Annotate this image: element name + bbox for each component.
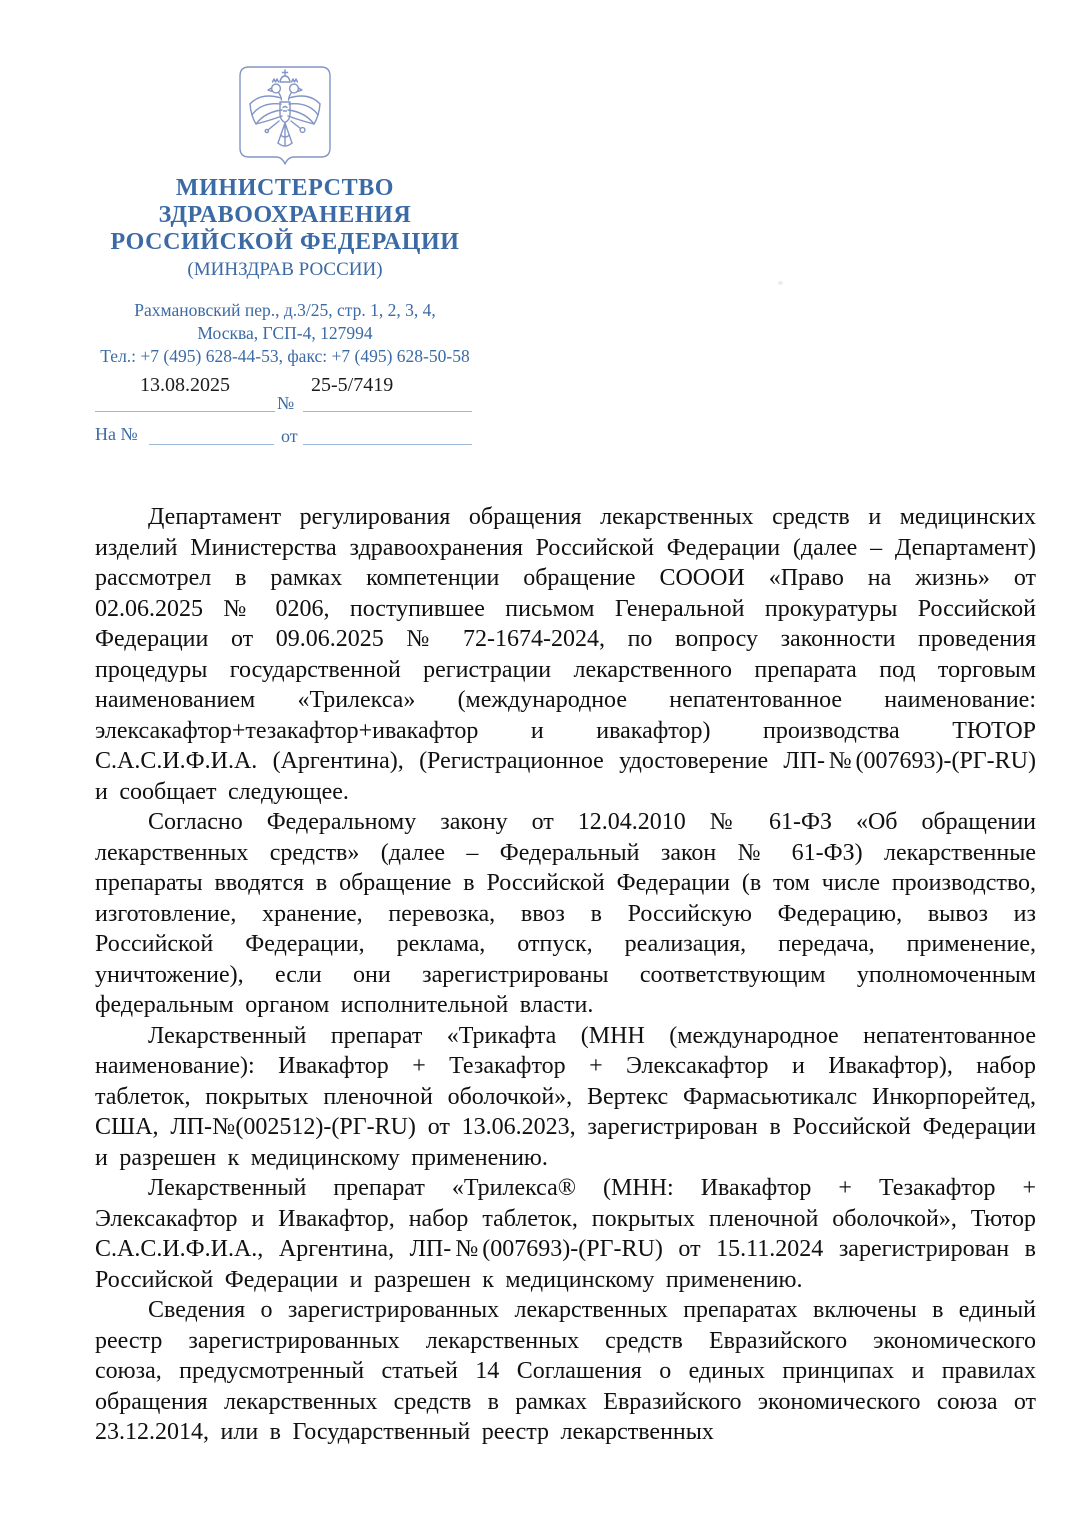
address-line-1: Рахмановский пер., д.3/25, стр. 1, 2, 3, 4, — [134, 300, 436, 320]
reply-date-underline — [303, 444, 472, 445]
body-paragraph: Лекарственный препарат «Трикафта (МНН (международное непатентованное наименование): Ивакафтор + Тезакафтор + Элексакафтор и Ивакафтор), набор таблеток, покрытых пленочной оболочкой», Вертекс Фармасьютикалс Инкорпорейтед, США, ЛП-№(002512)-(РГ-RU) от 13.06.2023, зарегистрирован в Российской Федерации и разрешен к медицинскому применению. — [95, 1022, 1036, 1171]
letterhead — [80, 64, 490, 368]
ministry-name — [80, 175, 490, 256]
body-paragraph: Согласно Федеральному закону от 12.04.2010 № 61-ФЗ «Об обращении лекарственных средств» (далее – Федеральный закон № 61-ФЗ) лекарственные препараты вводятся в обращение в Российской Федерации (в том числе производство, изготовление, хранение, перевозка, ввоз в Российскую Федерацию, вывоз из Российской Федерации, реклама, отпуск, реализация, передача, применение, уничтожение), если они зарегистрированы соответствующим уполномоченным федеральным органом исполнительной власти. — [95, 809, 1036, 1018]
reply-date-label: от — [281, 426, 298, 446]
body-paragraph: Лекарственный препарат «Трилекса® (МНН: Ивакафтор + Тезакафтор + Элексакафтор и Ивакафтор, набор таблеток, покрытых пленочной оболочкой», Тютор С.А.С.И.Ф.И.А., Аргентина, ЛП-№(007693)-(РГ-RU) от 15.11.2024 зарегистрирован в Российской Федерации и разрешен к медицинскому применению. — [95, 1175, 1036, 1293]
ministry-name-line-1: МИНИСТЕРСТВО — [175, 175, 395, 201]
reply-number-label: На № — [95, 424, 138, 444]
body-text — [95, 502, 1036, 1448]
ministry-name-line-2: ЗДРАВООХРАНЕНИЯ — [158, 202, 412, 228]
reply-number-underline — [149, 444, 274, 445]
russia-coat-of-arms-icon — [237, 64, 333, 173]
outgoing-date-underline — [95, 411, 275, 412]
outgoing-date: 13.08.2025 — [140, 374, 230, 396]
outgoing-number: 25-5/7419 — [311, 374, 394, 396]
outgoing-number-underline — [303, 411, 472, 412]
scan-speck — [778, 281, 783, 285]
letterhead-address — [80, 299, 490, 368]
contact-line: Тел.: +7 (495) 628-44-53, факс: +7 (495) 628-50-58 — [100, 346, 470, 366]
address-line-2: Москва, ГСП-4, 127994 — [197, 323, 373, 343]
ministry-name-line-3: РОССИЙСКОЙ ФЕДЕРАЦИИ — [110, 229, 460, 255]
body-paragraph: Департамент регулирования обращения лекарственных средств и медицинских изделий Министерства здравоохранения Российской Федерации (далее – Департамент) рассмотрел в рамках компетенции обращение СОООИ «Право на жизнь» от 02.06.2025 № 0206, поступившее письмом Генеральной прокуратуры Российской Федерации от 09.06.2025 № 72-1674-2024, по вопросу законности проведения процедуры государственной регистрации лекарственного препарата под торговым наименованием «Трилекса» (международное непатентованное наименование: элексакафтор+тезакафтор+ивакафтор и ивакафтор) производства ТЮТОР С.А.С.И.Ф.И.А. (Аргентина), (Регистрационное удостоверение ЛП-№(007693)-(РГ-RU) и сообщает следующее. — [95, 504, 1036, 805]
body-paragraph: Сведения о зарегистрированных лекарственных препаратах включены в единый реестр зарегистрированных лекарственных средств Евразийского экономического союза, предусмотренный статьей 14 Соглашения о единых принципах и правилах обращения лекарственных средств в рамках Евразийского экономического союза от 23.12.2014, или в Государственный реестр лекарственных — [95, 1297, 1036, 1445]
number-sign-label: № — [277, 393, 295, 413]
ministry-short-name: (МИНЗДРАВ РОССИИ) — [187, 259, 383, 280]
